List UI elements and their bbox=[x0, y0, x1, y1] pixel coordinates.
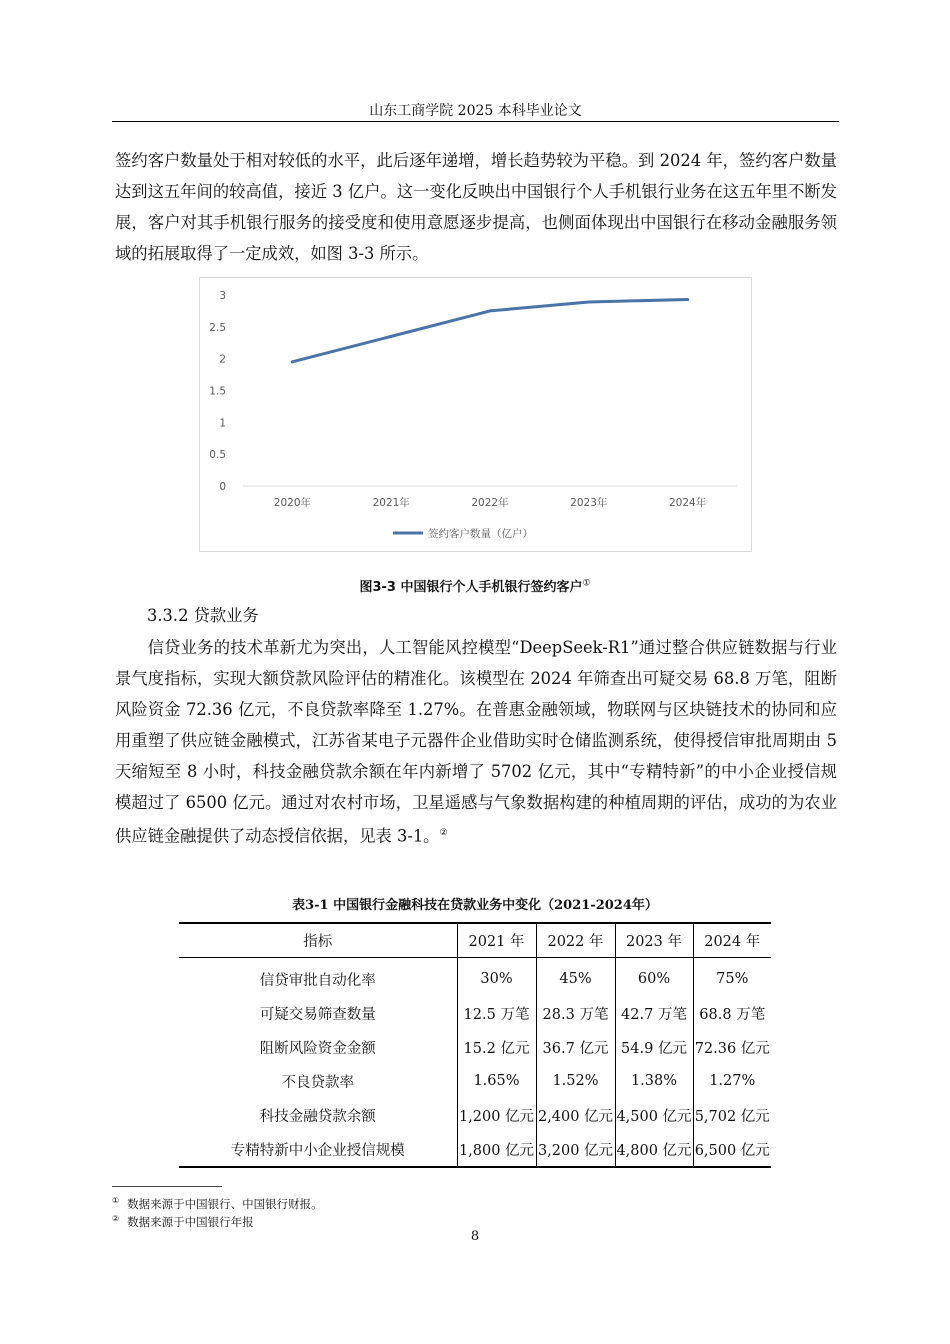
table-cell: 2,400 亿元 bbox=[536, 1098, 615, 1132]
figure-caption-text: 图3-3 中国银行个人手机银行签约客户 bbox=[359, 580, 583, 595]
table-row bbox=[179, 958, 771, 997]
table-header-cell: 2021 年 bbox=[457, 923, 536, 958]
x-tick-label: 2020年 bbox=[273, 497, 312, 509]
table-cell: 45% bbox=[536, 958, 615, 997]
table-caption: 表3-1 中国银行金融科技在贷款业务中变化（2021-2024年） bbox=[292, 898, 658, 913]
paragraph-2-note-mark: ② bbox=[439, 828, 448, 838]
footnote-2 bbox=[112, 1211, 254, 1230]
table-row-label: 专精特新中小企业授信规模 bbox=[230, 1142, 405, 1159]
y-tick-label: 0.5 bbox=[209, 449, 226, 462]
x-tick-label: 2022年 bbox=[471, 497, 509, 509]
paragraph-2-text: 信贷业务的技术革新尤为突出，人工智能风控模型“DeepSeek-R1”通过整合供应链数据与行业景气度指标，实现大额贷款风险评估的精准化。该模型在 2024 年筛查出可疑交易 68.8 万笔，阻断风险资金 72.36 亿元，不良贷款率降至 1.27%。在普惠金融领域，物联网与区块链技术的协同和应用重塑了供应链金融模式，江苏省某电子元器件企业借助实时仓储监测系统，使得授信审批周期由 5 天缩短至 8 小时，科技金融贷款余额在年内新增了 5702 亿元，其中“专精特新”的中小企业授信规模超过了 6500 亿元。通过对农村市场，卫星遥感与气象数据构建的种植周期的评估，成功的为农业供应链金融提供了动态授信依据，见表 3-1。 bbox=[115, 638, 837, 846]
table-cell: 15.2 亿元 bbox=[457, 1030, 536, 1064]
table-cell: 68.8 万笔 bbox=[693, 996, 771, 1030]
data-point bbox=[489, 309, 492, 312]
table-cell: 72.36 亿元 bbox=[693, 1030, 771, 1064]
x-tick-label: 2021年 bbox=[372, 497, 410, 509]
data-table bbox=[179, 922, 771, 1168]
table-cell: 1.65% bbox=[457, 1064, 536, 1098]
data-point bbox=[390, 335, 393, 338]
table-cell: 1.27% bbox=[693, 1064, 771, 1098]
table-cell: 12.5 万笔 bbox=[457, 996, 536, 1030]
footnote-1 bbox=[112, 1193, 323, 1212]
footnote-mark: ② bbox=[112, 1214, 120, 1223]
table-row bbox=[179, 1064, 771, 1098]
table-row-label: 可疑交易筛查数量 bbox=[259, 1006, 376, 1023]
running-header: 山东工商学院 2025 本科毕业论文 bbox=[369, 103, 582, 119]
table-cell: 1,800 亿元 bbox=[457, 1132, 536, 1167]
y-tick-label: 2 bbox=[219, 353, 226, 366]
table-row bbox=[179, 1132, 771, 1167]
y-tick-label: 2.5 bbox=[209, 321, 226, 334]
footnote-mark: ① bbox=[112, 1196, 120, 1205]
x-tick-label: 2023年 bbox=[570, 497, 608, 509]
table-cell: 30% bbox=[457, 958, 536, 997]
paragraph-1: 签约客户数量处于相对较低的水平，此后逐年递增，增长趋势较为平稳。到 2024 年，签约客户数量达到这五年间的较高值，接近 3 亿户。这一变化反映出中国银行个人手机银行业务在这五年里不断发展，客户对其手机银行服务的接受度和使用意愿逐步提高，也侧面体现出中国银行在移动金融服务领域的拓展取得了一定成效，如图 3-3 所示。 bbox=[115, 151, 837, 263]
y-tick-label: 1 bbox=[219, 417, 226, 430]
table-header-cell: 2024 年 bbox=[693, 923, 771, 958]
series-line bbox=[292, 299, 687, 361]
header-rule bbox=[112, 121, 839, 122]
figure-caption bbox=[0, 576, 950, 595]
table-row-label: 科技金融贷款余额 bbox=[259, 1108, 376, 1125]
table-cell: 3,200 亿元 bbox=[536, 1132, 615, 1167]
table-row bbox=[179, 996, 771, 1030]
table-cell: 1,200 亿元 bbox=[457, 1098, 536, 1132]
table-cell: 36.7 亿元 bbox=[536, 1030, 615, 1064]
chart-svg bbox=[200, 278, 753, 553]
data-point bbox=[587, 301, 590, 304]
y-tick-label: 0 bbox=[219, 481, 226, 493]
data-point bbox=[291, 360, 294, 363]
table-row bbox=[179, 1098, 771, 1132]
y-tick-label: 1.5 bbox=[209, 385, 226, 398]
table-cell: 4,500 亿元 bbox=[615, 1098, 693, 1132]
table-cell: 1.52% bbox=[536, 1064, 615, 1098]
legend-label: 签约客户数量（亿户） bbox=[428, 528, 533, 540]
footnote-text: 数据来源于中国银行、中国银行财报。 bbox=[127, 1196, 323, 1211]
footnote-rule bbox=[112, 1186, 222, 1187]
figure-note-mark: ① bbox=[582, 578, 591, 589]
table-header-cell: 2023 年 bbox=[615, 923, 693, 958]
table-header-row bbox=[179, 923, 771, 958]
table-row-label: 信贷审批自动化率 bbox=[259, 972, 376, 989]
table-cell: 75% bbox=[693, 958, 771, 997]
page-number: 8 bbox=[470, 1229, 480, 1244]
table-row-label: 不良贷款率 bbox=[281, 1074, 354, 1091]
table-cell: 42.7 万笔 bbox=[615, 996, 693, 1030]
table-cell: 54.9 亿元 bbox=[615, 1030, 693, 1064]
table-cell: 1.38% bbox=[615, 1064, 693, 1098]
table-cell: 6,500 亿元 bbox=[693, 1132, 771, 1167]
data-point bbox=[686, 298, 689, 301]
line-chart bbox=[199, 277, 752, 552]
table-cell: 5,702 亿元 bbox=[693, 1098, 771, 1132]
table-cell: 28.3 万笔 bbox=[536, 996, 615, 1030]
table-cell: 60% bbox=[615, 958, 693, 997]
table-header-cell: 指标 bbox=[179, 923, 457, 958]
paragraph-2 bbox=[115, 632, 837, 851]
section-heading: 3.3.2 贷款业务 bbox=[147, 606, 259, 625]
table-cell: 4,800 亿元 bbox=[615, 1132, 693, 1167]
table-row-label: 阻断风险资金金额 bbox=[259, 1040, 376, 1057]
x-tick-label: 2024年 bbox=[668, 497, 707, 509]
table-header-cell: 2022 年 bbox=[536, 923, 615, 958]
table-row bbox=[179, 1030, 771, 1064]
footnote-text: 数据来源于中国银行年报 bbox=[127, 1214, 254, 1229]
y-tick-label: 3 bbox=[219, 290, 226, 302]
